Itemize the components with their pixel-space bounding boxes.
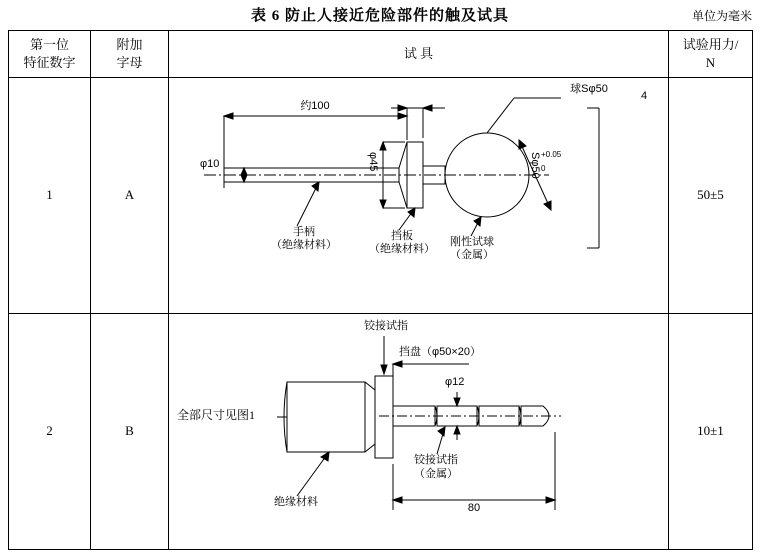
header-letter-line2: 字母 [116,54,143,70]
unit-note: 单位为毫米 [691,9,752,23]
label-sphere-s50: 球Sφ50 [570,82,608,95]
page-title: 表 6 防止人接近危险部件的触及试具 [250,8,509,24]
dim-label-sphere-tol [527,152,541,179]
header-cell-probe: 试 具 [169,31,669,78]
row2-force: 10±1 [669,313,753,549]
row1-letter: A [91,77,169,313]
callout-finger-line1: 铰接试指 [414,453,458,466]
callout-ball-line2: （金属） [450,249,494,262]
header-force-line2: N [705,54,716,70]
row1-diagram-cell [169,77,669,313]
row1-digit: 1 [9,77,91,313]
sphere-probe-diagram [169,78,668,313]
header-digit-line2: 特征数字 [23,54,76,70]
header-letter-line1: 附加 [116,37,143,53]
table-row [9,77,753,313]
dim-label-4: 4 [640,89,648,102]
callout-handle-line2: （绝缘材料） [271,239,337,252]
dim-sphere-tol-lower: 0 [541,163,546,173]
dim-sphere-tol-upper: +0.05 [541,149,562,159]
dim-label-phi10: φ10 [200,157,220,170]
row2-diagram-cell [169,313,669,549]
table-header-row [9,31,753,78]
callout-ball-line1: 刚性试球 [450,235,494,248]
label-jointed-finger-top: 铰接试指 [364,319,408,332]
dim-label-phi45: φ45 [366,151,379,171]
dim-label-80: 80 [467,501,481,514]
header-cell-force [669,31,753,78]
table-row [9,313,753,549]
callout-ball [417,236,527,264]
label-stop-plate: 挡盘（φ50×20） [399,345,482,358]
header-digit-line1: 第一位 [29,37,69,53]
callout-finger-line2: （金属） [414,467,458,480]
row2-letter: B [91,313,169,549]
callout-guard-line1: 挡板 [391,229,413,242]
callout-insulation: 绝缘材料 [274,495,318,508]
dim-sphere-tol-main: Sφ50 [528,151,541,179]
row2-digit: 2 [9,313,91,549]
header-cell-digit [9,31,91,78]
probes-table [8,30,753,550]
callout-handle-line1: 手柄 [293,225,315,238]
row1-force: 50±5 [669,77,753,313]
callout-guard-line2: （绝缘材料） [369,243,435,256]
header-cell-letter [91,31,169,78]
dim-label-100: 约100 [300,99,330,112]
dim-label-phi12: φ12 [445,375,465,388]
note-all-dimensions: 全部尺寸见图1 [177,407,256,422]
callout-handle [249,226,359,254]
callout-jointed-finger [381,454,491,482]
jointed-finger-diagram [169,314,668,549]
header-force-line1: 试验用力/ [682,37,739,53]
